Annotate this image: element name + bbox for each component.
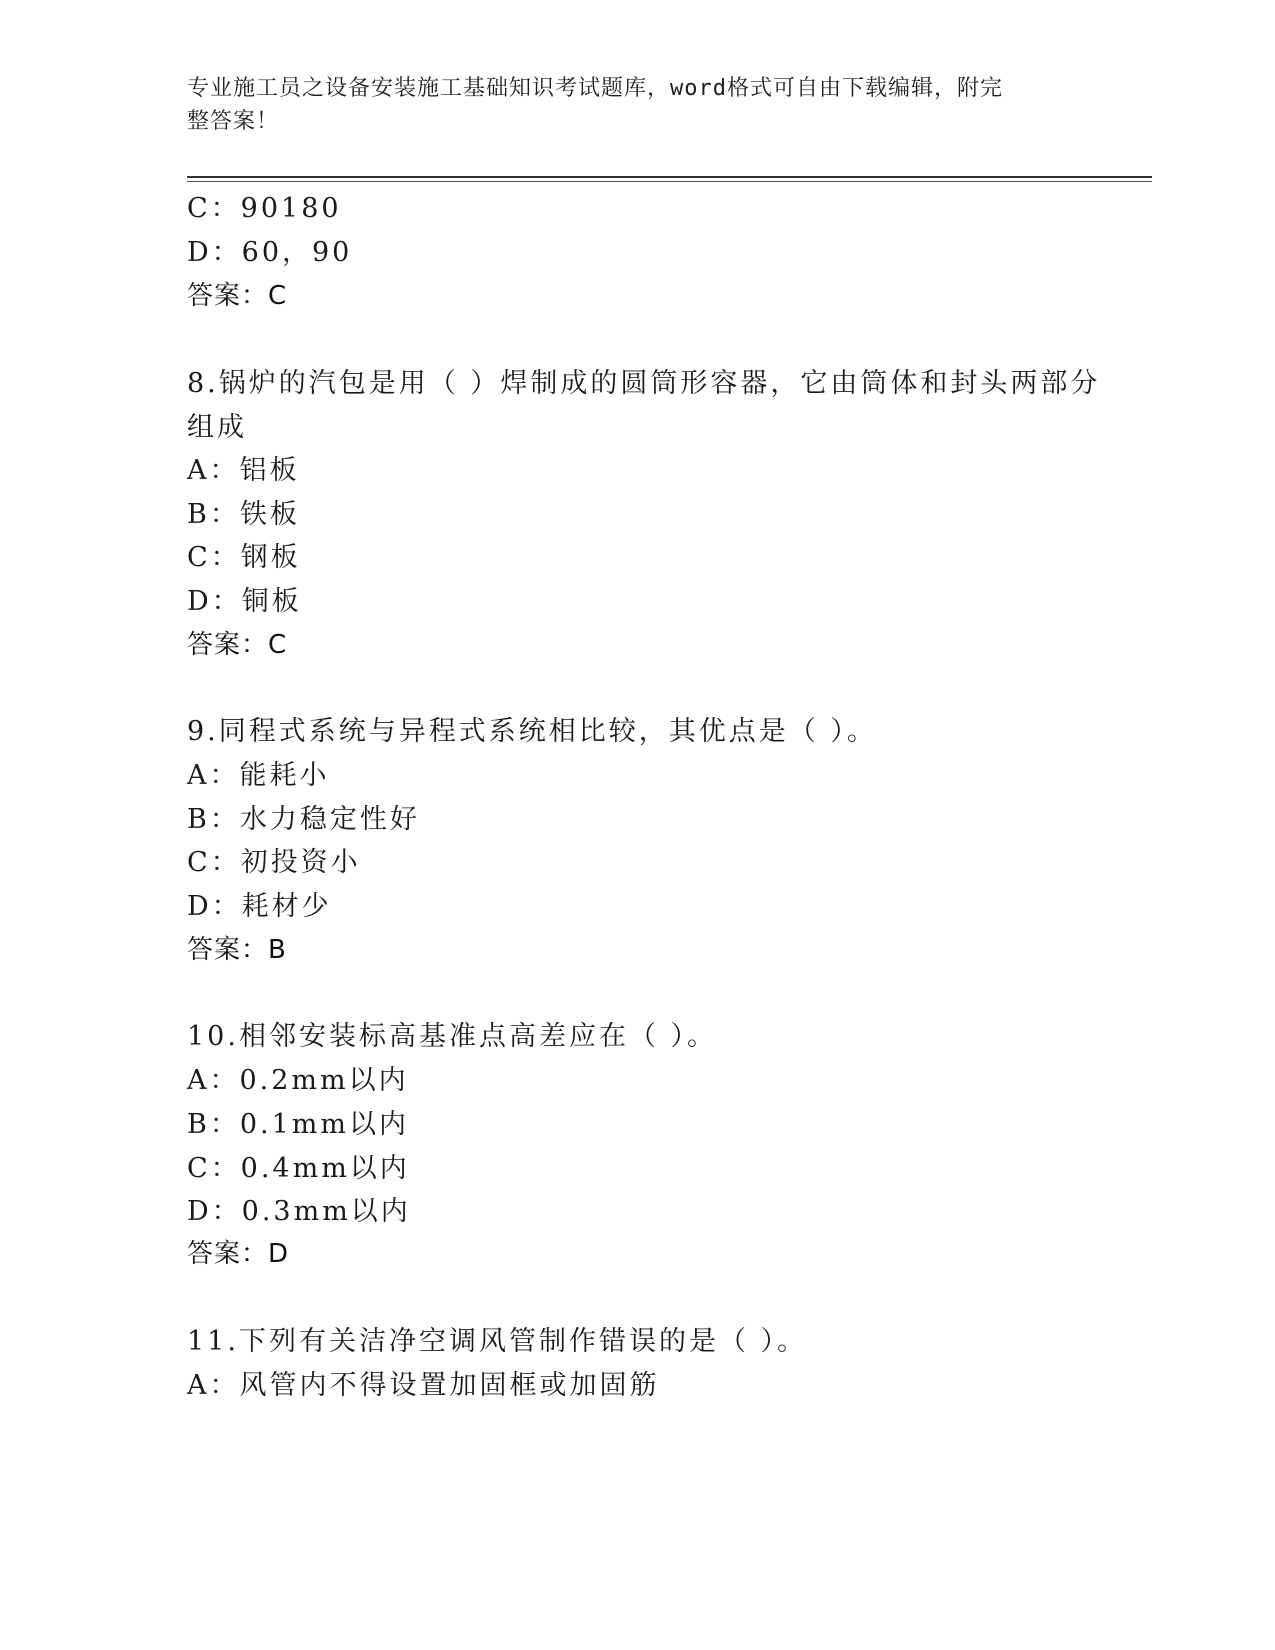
header-title-line-2: 整答案！ xyxy=(187,109,280,134)
q11-option-a: A：风管内不得设置加固框或加固筋 xyxy=(187,1370,660,1401)
q9-option-d: D：耗材少 xyxy=(187,891,332,922)
q9-stem: 9.同程式系统与异程式系统相比较，其优点是（ ）。 xyxy=(187,716,877,747)
q8-stem-line-1: 8.锅炉的汽包是用（ ）焊制成的圆筒形容器，它由筒体和封头两部分 xyxy=(187,368,1101,399)
q10-stem: 10.相邻安装标高基准点高差应在（ ）。 xyxy=(187,1021,718,1052)
q10-option-c: C：0.4mm以内 xyxy=(187,1153,410,1184)
q8-option-d: D：铜板 xyxy=(187,586,302,617)
q8-option-b: B：铁板 xyxy=(187,499,300,530)
q8-stem-line-2: 组成 xyxy=(187,412,247,443)
q9-option-b: B：水力稳定性好 xyxy=(187,804,420,835)
q8-answer: 答案：C xyxy=(187,630,288,660)
q9-answer: 答案：B xyxy=(187,935,287,965)
document-header xyxy=(187,72,1067,138)
q11-stem: 11.下列有关洁净空调风管制作错误的是（ ）。 xyxy=(187,1326,808,1357)
prev-answer: 答案：C xyxy=(187,281,288,311)
q8-option-a: A：铝板 xyxy=(187,455,300,486)
q10-option-b: B：0.1mm以内 xyxy=(187,1109,409,1140)
q10-answer: 答案：D xyxy=(187,1239,290,1269)
q8-option-c: C：钢板 xyxy=(187,542,301,573)
header-title-line-1: 专业施工员之设备安装施工基础知识考试题库，word格式可自由下载编辑，附完 xyxy=(187,76,1003,101)
q9-option-c: C：初投资小 xyxy=(187,847,361,878)
prev-option-d: D：60，90 xyxy=(187,237,353,268)
prev-option-c: C：90180 xyxy=(187,193,342,224)
q10-option-d: D：0.3mm以内 xyxy=(187,1196,411,1227)
q9-option-a: A：能耗小 xyxy=(187,760,330,791)
header-divider-thin xyxy=(187,181,1152,182)
q10-option-a: A：0.2mm以内 xyxy=(187,1065,409,1096)
header-divider-thick xyxy=(187,176,1152,178)
